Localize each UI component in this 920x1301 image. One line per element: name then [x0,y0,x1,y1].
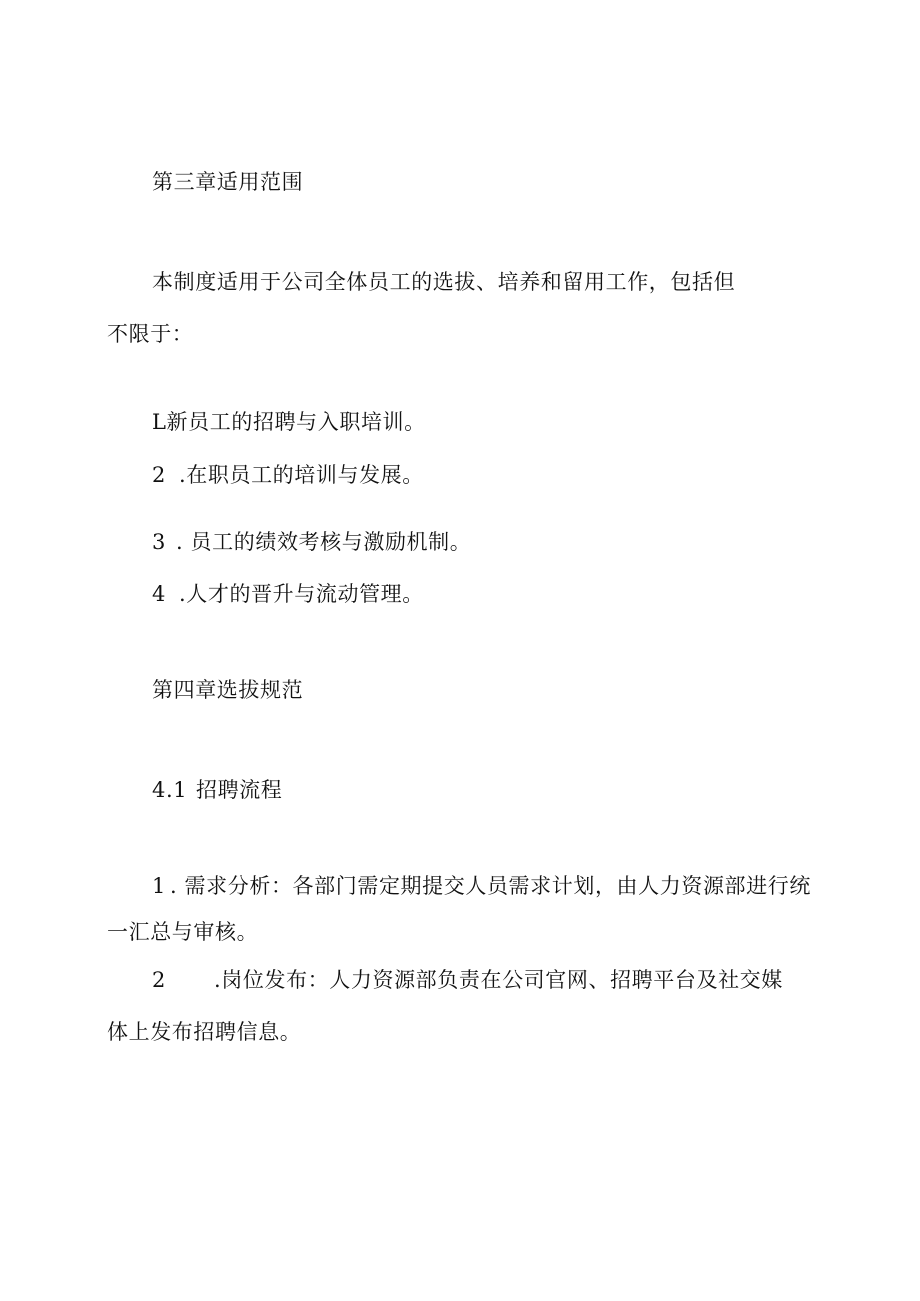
scope-paragraph-line-1: 本制度适用于公司全体员工的选拔、培养和留用工作，包括但 [152,270,736,294]
scope-list-item [152,528,471,556]
list-item-number: 2 [152,968,166,992]
list-item-text: .岗位发布：人力资源部负责在公司官网、招聘平台及社交媒 [214,968,783,992]
chapter-4-heading: 第四章选拔规范 [152,678,304,702]
process-item-line-2: 体上发布招聘信息。 [107,1020,302,1044]
list-item-text: . 需求分析：各部门需定期提交人员需求计划，由人力资源部进行统 [170,874,811,898]
list-item-text: . 员工的绩效考核与激励机制。 [176,530,472,554]
process-item-line-1 [152,872,811,900]
scope-paragraph-line-2: 不限于： [107,322,194,346]
section-title: 招聘流程 [196,778,283,802]
list-item-number: L [152,410,167,434]
scope-list-item [152,580,424,608]
list-item-number: 3 [152,530,166,554]
process-item-line-2: 一汇总与审核。 [107,920,259,944]
chapter-3-heading: 第三章适用范围 [152,170,304,194]
section-number: 4.1 [152,778,188,802]
scope-list-item [152,461,424,489]
list-item-text: .人才的晋升与流动管理。 [179,582,424,606]
list-item-text: 新员工的招聘与入职培训。 [166,410,426,434]
list-item-text: .在职员工的培训与发展。 [179,463,424,487]
section-heading [152,776,282,804]
scope-list-item [152,408,426,436]
list-item-number: 1 [152,874,166,898]
list-item-number: 2 [152,463,166,487]
process-item-line-1 [152,966,783,994]
list-item-number: 4 [152,582,166,606]
